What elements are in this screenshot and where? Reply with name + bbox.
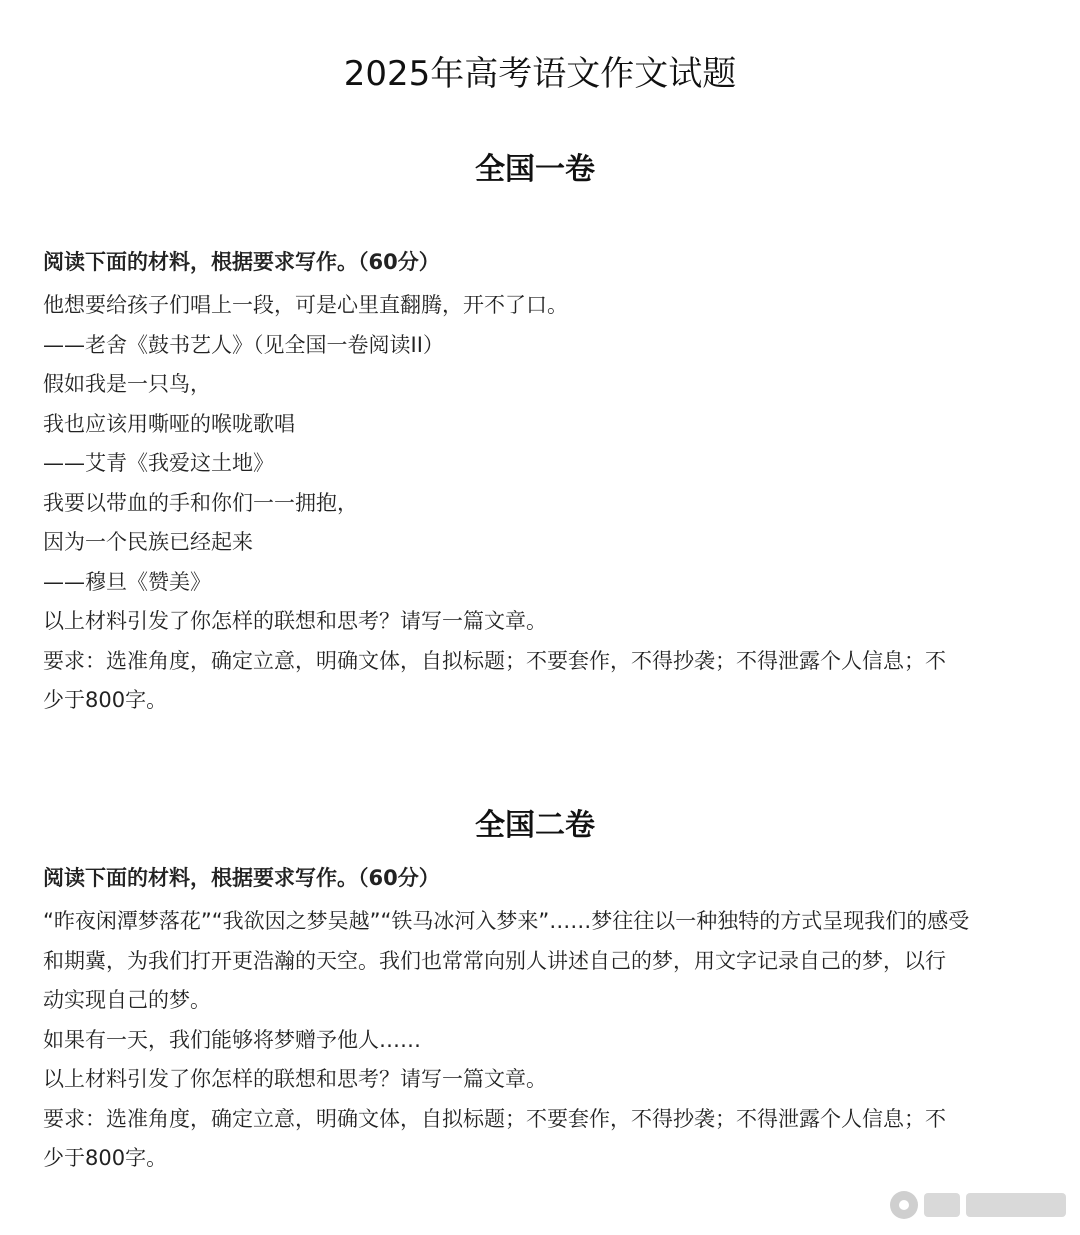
body-line: “昨夜闲潭梦落花”“我欲因之梦吴越”“铁马冰河入梦来”……梦往往以一种独特的方式呈现我们的感受 (43, 909, 970, 933)
body-line: 和期冀，为我们打开更浩瀚的天空。我们也常常向别人讲述自己的梦，用文字记录自己的梦，以行 (43, 948, 946, 973)
body-line: ——艾青《我爱这土地》 (43, 451, 274, 475)
body-line: 因为一个民族已经起来 (43, 530, 253, 554)
body-line: 少于800字。 (43, 688, 168, 712)
section-heading-national-2: 全国二卷 (475, 808, 595, 843)
body-line: 以上材料引发了你怎样的联想和思考？请写一篇文章。 (43, 609, 547, 633)
section-body-national-1 (43, 286, 1023, 721)
watermark-mark (966, 1193, 1066, 1217)
body-line: 要求：选准角度，确定立意，明确文体，自拟标题；不要套作，不得抄袭；不得泄露个人信息；不 (43, 1106, 946, 1131)
body-line: ——老舍《鼓书艺人》（见全国一卷阅读II） (43, 332, 444, 357)
section-body-national-2 (43, 902, 1023, 1179)
section-instruction: 阅读下面的材料，根据要求写作。（60分） (43, 866, 440, 890)
watermark-logo-icon (890, 1191, 918, 1219)
body-line: 他想要给孩子们唱上一段，可是心里直翻腾，开不了口。 (43, 293, 568, 317)
body-line: ——穆旦《赞美》 (43, 569, 211, 594)
body-line: 动实现自己的梦。 (43, 988, 211, 1012)
watermark-mark (924, 1193, 960, 1217)
section-heading-national-1: 全国一卷 (475, 152, 595, 187)
body-line: 假如我是一只鸟， (43, 372, 211, 396)
body-line: 要求：选准角度，确定立意，明确文体，自拟标题；不要套作，不得抄袭；不得泄露个人信息；不 (43, 648, 946, 673)
body-line: 少于800字。 (43, 1146, 168, 1170)
section-instruction: 阅读下面的材料，根据要求写作。（60分） (43, 250, 440, 274)
body-line: 以上材料引发了你怎样的联想和思考？请写一篇文章。 (43, 1067, 547, 1091)
watermark (890, 1187, 1066, 1223)
page-title: 2025年高考语文作文试题 (343, 54, 737, 94)
body-line: 我要以带血的手和你们一一拥抱， (43, 490, 358, 515)
body-line: 如果有一天，我们能够将梦赠予他人…… (43, 1027, 421, 1052)
body-line: 我也应该用嘶哑的喉咙歌唱 (43, 411, 295, 436)
